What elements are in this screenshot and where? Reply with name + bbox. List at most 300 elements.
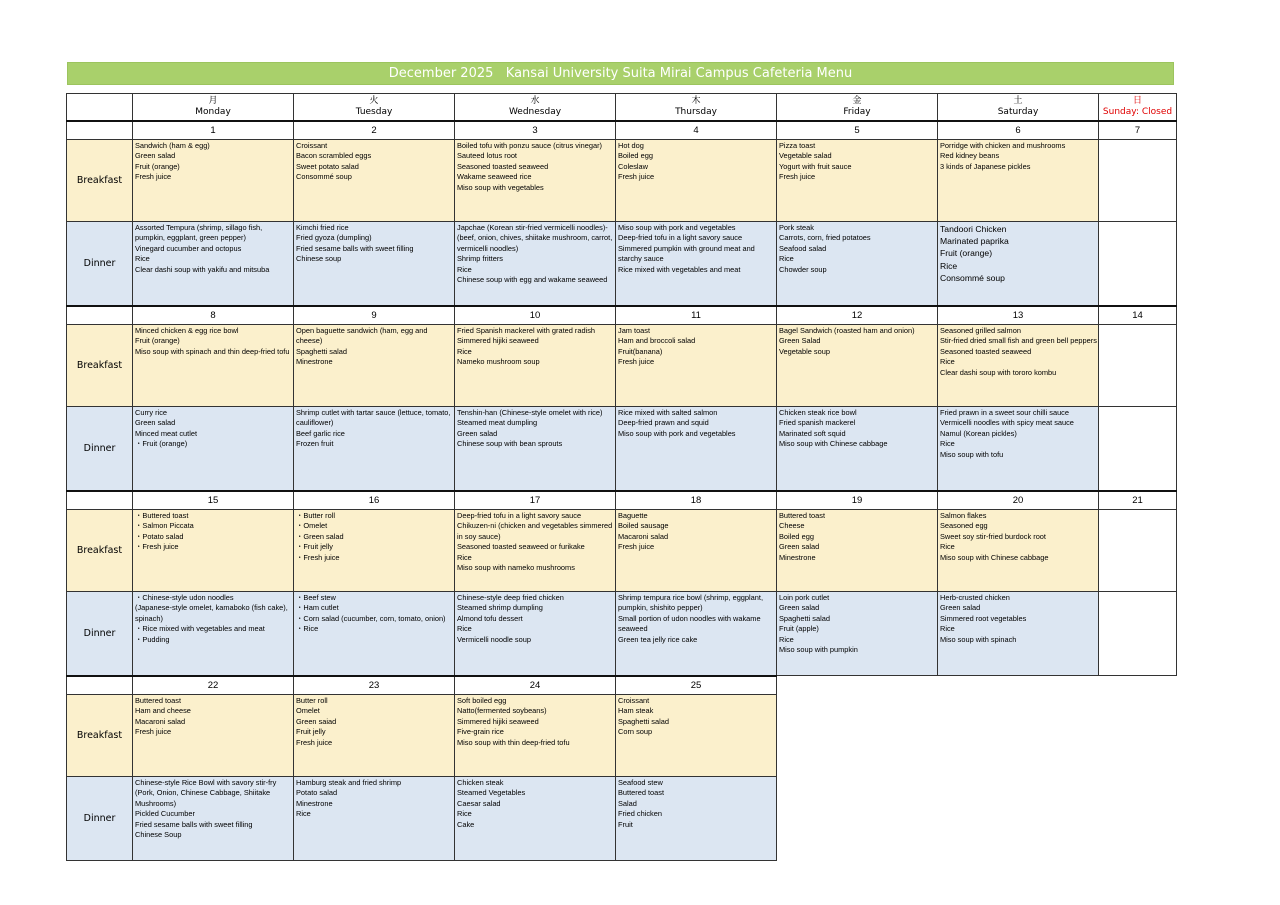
menu-item: Sauteed lotus root	[457, 151, 517, 161]
menu-item: Croissant	[296, 141, 328, 150]
day-en: Thursday	[675, 106, 717, 117]
menu-item: Seasoned egg	[940, 521, 988, 531]
menu-item: Sweet soy stir-fried burdock root	[940, 531, 1046, 541]
menu-item-list	[1099, 510, 1176, 511]
menu-item-list	[294, 695, 454, 748]
menu-item: Soft boiled egg	[457, 696, 507, 705]
menu-item-list	[294, 140, 454, 183]
menu-item: Rice	[457, 552, 472, 562]
menu-item-list	[777, 592, 937, 655]
menu-item: Fruit (orange)	[135, 336, 180, 346]
menu-item: Herb-crusted chicken	[940, 593, 1010, 602]
menu-item: Seasoned toasted seaweed or furikake	[457, 542, 585, 552]
menu-item: Fruit (orange)	[940, 248, 993, 259]
menu-item: Green salad	[135, 151, 176, 161]
date-number: 14	[1099, 306, 1177, 325]
dinner-menu-cell	[616, 222, 777, 306]
dinner-label: Dinner	[67, 222, 133, 306]
menu-item: Steamed Vegetables	[457, 788, 526, 798]
menu-item: Miso soup with Chinese cabbage	[779, 439, 888, 449]
menu-item: Miso soup with Chinese cabbage	[940, 552, 1049, 562]
date-number: 24	[455, 676, 616, 695]
menu-item: ・Buttered toast	[135, 511, 189, 520]
menu-item: Minestrone	[779, 552, 816, 562]
dinner-menu-cell	[1099, 222, 1177, 306]
menu-item: Salad	[618, 798, 637, 808]
date-number: 8	[133, 306, 294, 325]
date-row-label	[67, 306, 133, 325]
menu-item: Porridge with chicken and mushrooms	[940, 141, 1066, 150]
menu-item: ・Fruit jelly	[296, 542, 333, 552]
menu-item: Caesar salad	[457, 798, 501, 808]
menu-item: Spaghetti salad	[779, 613, 830, 623]
menu-item: Rice	[940, 439, 955, 449]
breakfast-menu-cell	[133, 140, 294, 222]
menu-item-list	[294, 407, 454, 450]
breakfast-menu-cell	[616, 140, 777, 222]
day-jp: 木	[691, 95, 701, 106]
menu-item: Omelet	[296, 706, 320, 716]
menu-item: Boiled egg	[618, 151, 653, 161]
date-number: 19	[777, 491, 938, 510]
menu-item: Green saiad	[296, 716, 337, 726]
menu-item: Simmered root vegetables	[940, 613, 1027, 623]
dinner-label: Dinner	[67, 407, 133, 491]
breakfast-menu-cell	[777, 325, 938, 407]
menu-item-list	[777, 325, 937, 357]
menu-item: Macaroni salad	[135, 716, 186, 726]
empty-cell	[938, 777, 1099, 861]
menu-item: Minced meat cutlet	[135, 428, 198, 438]
menu-item: ・Butter roll	[296, 511, 336, 520]
menu-item: Rice	[779, 634, 794, 644]
menu-item: Macaroni salad	[618, 531, 669, 541]
date-number: 9	[294, 306, 455, 325]
day-header-sunday	[1099, 94, 1177, 121]
date-number: 4	[616, 121, 777, 140]
menu-item: Ham and cheese	[135, 706, 191, 716]
dinner-menu-cell	[133, 407, 294, 491]
menu-item-list	[616, 695, 776, 738]
menu-item: Baguette	[618, 511, 648, 520]
date-number: 12	[777, 306, 938, 325]
menu-item: Fried spanish mackerel	[779, 418, 856, 428]
menu-item: Loin pork cutlet	[779, 593, 830, 602]
menu-item: Boiled tofu with ponzu sauce (citrus vinegar)	[457, 141, 603, 150]
menu-item: Fresh juice	[618, 357, 655, 367]
breakfast-menu-cell	[455, 510, 616, 592]
breakfast-label: Breakfast	[67, 510, 133, 592]
breakfast-menu-cell	[1099, 510, 1177, 592]
menu-item-list	[616, 777, 776, 830]
menu-item: Shrimp cutlet with tartar sauce (lettuce, tomato, cauliflower)	[296, 408, 451, 428]
menu-item: Seasoned grilled salmon	[940, 326, 1021, 335]
menu-item: Minestrone	[296, 798, 333, 808]
dinner-menu-cell	[616, 407, 777, 491]
menu-item: ・Fresh juice	[296, 552, 340, 562]
menu-item-list	[294, 592, 454, 635]
day-en: Friday	[843, 106, 871, 117]
day-en: Tuesday	[355, 106, 393, 117]
empty-cell	[1099, 676, 1177, 695]
menu-item: Frozen fruit	[296, 439, 334, 449]
menu-item-list	[777, 140, 937, 183]
day-en: Sunday: Closed	[1102, 106, 1173, 117]
menu-item: Fresh juice	[779, 172, 816, 182]
date-number: 16	[294, 491, 455, 510]
menu-item: Ham and broccoli salad	[618, 336, 696, 346]
menu-item: Chikuzen-ni (chicken and vegetables simmered in soy sauce)	[457, 521, 613, 541]
menu-item: Fresh juice	[135, 727, 172, 737]
day-en: Monday	[195, 106, 231, 117]
menu-item: Cheese	[779, 521, 805, 531]
menu-item-list	[938, 407, 1098, 460]
dinner-menu-cell	[777, 222, 938, 306]
day-en: Wednesday	[508, 106, 562, 117]
day-header-tuesday	[294, 94, 455, 121]
menu-item: Fruit(banana)	[618, 346, 663, 356]
menu-item: Marinated paprika	[940, 236, 1009, 247]
day-en: Saturday	[997, 106, 1039, 117]
menu-item: Miso soup with pork and vegetables	[618, 223, 736, 232]
menu-item: Spaghetti salad	[296, 346, 347, 356]
menu-item: Chinese-style Rice Bowl with savory stir-fry (Pork, Onion, Chinese Cabbage, Shiitake Mushrooms)	[135, 778, 277, 808]
menu-item-list	[938, 140, 1098, 172]
menu-item: Rice	[135, 254, 150, 264]
day-jp: 水	[530, 95, 540, 106]
dinner-menu-cell	[133, 592, 294, 676]
menu-item-list	[455, 407, 615, 450]
menu-item: Buttered toast	[135, 696, 182, 705]
dinner-menu-cell	[1099, 592, 1177, 676]
date-number: 3	[455, 121, 616, 140]
menu-item: Pickled Cucumber	[135, 809, 195, 819]
menu-item: Seasoned toasted seaweed	[940, 346, 1032, 356]
dinner-menu-cell	[455, 592, 616, 676]
menu-item: Rice	[940, 260, 958, 271]
date-row-label	[67, 491, 133, 510]
menu-item: Buttered toast	[779, 511, 826, 520]
menu-item: Fried sesame balls with sweet filling	[296, 243, 414, 253]
empty-cell	[938, 695, 1099, 777]
menu-item-list	[938, 592, 1098, 645]
breakfast-menu-cell	[1099, 325, 1177, 407]
menu-item: Deep-fried tofu in a light savory sauce	[457, 511, 582, 520]
menu-item: Red kidney beans	[940, 151, 1000, 161]
menu-item: Green salad	[135, 418, 176, 428]
breakfast-label: Breakfast	[67, 695, 133, 777]
menu-item: Spaghetti salad	[618, 716, 669, 726]
dinner-menu-cell	[455, 222, 616, 306]
menu-item: Open baguette sandwich (ham, egg and cheese)	[296, 326, 428, 346]
menu-item: ・Omelet	[296, 521, 328, 531]
menu-item-list	[938, 510, 1098, 563]
menu-item: ・Green salad	[296, 531, 344, 541]
date-number: 21	[1099, 491, 1177, 510]
menu-item: Seafood stew	[618, 778, 663, 787]
date-number: 6	[938, 121, 1099, 140]
menu-item: Fried sesame balls with sweet filling	[135, 819, 253, 829]
menu-item: Rice	[940, 624, 955, 634]
menu-item-list	[616, 510, 776, 553]
menu-item: Clear dashi soup with yakifu and mitsuba	[135, 264, 270, 274]
menu-item: Nameko mushroom soup	[457, 357, 540, 367]
dinner-menu-cell	[777, 592, 938, 676]
breakfast-menu-cell	[938, 140, 1099, 222]
menu-item-list	[133, 407, 293, 450]
breakfast-menu-cell	[133, 510, 294, 592]
menu-item-list	[455, 592, 615, 645]
menu-item: Stir-fried dried small fish and green bell peppers	[940, 336, 1097, 346]
dinner-row	[67, 222, 1177, 306]
dinner-menu-cell	[455, 407, 616, 491]
menu-item: Miso soup with thin deep-fried tofu	[457, 737, 570, 747]
date-number: 7	[1099, 121, 1177, 140]
menu-item: Steamed meat dumpling	[457, 418, 538, 428]
dinner-menu-cell	[455, 777, 616, 861]
breakfast-menu-cell	[294, 510, 455, 592]
dinner-menu-cell	[777, 407, 938, 491]
menu-item-list	[616, 325, 776, 368]
day-header-friday	[777, 94, 938, 121]
dinner-row	[67, 407, 1177, 491]
menu-item: Miso soup with spinach	[940, 634, 1017, 644]
menu-item: ・Rice mixed with vegetables and meat	[135, 624, 265, 634]
menu-item: Hamburg steak and fried shrimp	[296, 778, 402, 787]
menu-item: Fried prawn in a sweet sour chilli sauce	[940, 408, 1069, 417]
menu-item: Rice	[457, 624, 472, 634]
menu-item: Fresh juice	[296, 737, 333, 747]
menu-item: Minestrone	[296, 357, 333, 367]
empty-cell	[777, 676, 938, 695]
menu-item: Steamed shrimp dumpling	[457, 603, 543, 613]
menu-item-list	[294, 222, 454, 265]
breakfast-menu-cell	[616, 695, 777, 777]
breakfast-menu-cell	[616, 510, 777, 592]
menu-item-list	[1099, 140, 1176, 141]
menu-item: Shrimp fritters	[457, 254, 503, 264]
day-header-thursday	[616, 94, 777, 121]
menu-item: Chowder soup	[779, 264, 827, 274]
menu-item: Pork steak	[779, 223, 814, 232]
menu-item: Fried chicken	[618, 809, 662, 819]
menu-item: Green salad	[457, 428, 498, 438]
dinner-menu-cell	[616, 592, 777, 676]
menu-item: Chicken steak rice bowl	[779, 408, 857, 417]
menu-item-list	[133, 592, 293, 645]
menu-item: Wakame seaweed rice	[457, 172, 532, 182]
menu-item: Chinese Soup	[135, 830, 182, 840]
menu-item: Kimchi fried rice	[296, 223, 349, 232]
menu-item: Chinese soup	[296, 254, 342, 264]
dinner-menu-cell	[133, 222, 294, 306]
menu-item: Sandwich (ham & egg)	[135, 141, 210, 150]
menu-item: Tandoori Chicken	[940, 224, 1007, 234]
weekday-header-row	[67, 94, 1177, 121]
menu-item: 3 kinds of Japanese pickles	[940, 161, 1031, 171]
menu-item: Rice	[457, 346, 472, 356]
menu-item: Rice	[457, 809, 472, 819]
menu-item: ・Beef stew	[296, 593, 336, 602]
menu-item: Pizza toast	[779, 141, 816, 150]
menu-item: Green tea jelly rice cake	[618, 634, 698, 644]
breakfast-menu-cell	[133, 325, 294, 407]
breakfast-row	[67, 325, 1177, 407]
menu-item: Salmon flakes	[940, 511, 987, 520]
date-number: 11	[616, 306, 777, 325]
breakfast-row	[67, 140, 1177, 222]
menu-item: Deep-fried prawn and squid	[618, 418, 709, 428]
day-jp: 金	[852, 95, 862, 106]
menu-item-list	[616, 592, 776, 645]
menu-item: Potato salad	[296, 788, 338, 798]
menu-item: Fruit	[618, 819, 633, 829]
menu-item: Namul (Korean pickles)	[940, 428, 1017, 438]
menu-item: Miso soup with nameko mushrooms	[457, 563, 575, 573]
empty-cell	[1099, 695, 1177, 777]
menu-item: ・Potato salad	[135, 531, 184, 541]
menu-item: Miso soup with pumpkin	[779, 645, 858, 655]
menu-item-list	[294, 510, 454, 563]
dinner-menu-cell	[938, 592, 1099, 676]
menu-calendar-table	[66, 93, 1177, 861]
dinner-menu-cell	[294, 222, 455, 306]
day-jp: 日	[1132, 95, 1142, 106]
breakfast-menu-cell	[455, 325, 616, 407]
menu-item: Fruit (apple)	[779, 624, 819, 634]
menu-item-list	[938, 222, 1098, 284]
menu-item: Croissant	[618, 696, 650, 705]
menu-item: Jam toast	[618, 326, 651, 335]
menu-item: Fresh juice	[618, 172, 655, 182]
menu-item-list	[616, 222, 776, 275]
menu-item: Minced chicken & egg rice bowl	[135, 326, 239, 335]
dinner-label: Dinner	[67, 777, 133, 861]
menu-item-list	[1099, 325, 1176, 326]
menu-item: Rice	[940, 357, 955, 367]
menu-item-list	[294, 777, 454, 820]
menu-item: Ham steak	[618, 706, 654, 716]
menu-item: (Japanese-style omelet, kamaboko (fish cake), spinach)	[135, 603, 288, 623]
menu-item: Miso soup with spinach and thin deep-fried tofu	[135, 346, 290, 356]
date-number: 15	[133, 491, 294, 510]
menu-item-list	[133, 140, 293, 183]
menu-item: Fruit (orange)	[135, 161, 180, 171]
date-number: 18	[616, 491, 777, 510]
dinner-row	[67, 777, 1177, 861]
menu-item-list	[455, 325, 615, 368]
menu-item: Small portion of udon noodles with wakame seaweed	[618, 613, 761, 634]
date-row-label	[67, 676, 133, 695]
menu-item: Consommé soup	[940, 272, 1005, 283]
menu-item: Yogurt with fruit sauce	[779, 161, 852, 171]
menu-item: Marinated soft squid	[779, 428, 846, 438]
menu-item: Fruit jelly	[296, 727, 326, 737]
menu-item-list	[455, 510, 615, 573]
day-jp: 月	[208, 95, 218, 106]
menu-item: Rice	[940, 542, 955, 552]
breakfast-menu-cell	[938, 325, 1099, 407]
breakfast-row	[67, 695, 1177, 777]
menu-item: Rice	[296, 809, 311, 819]
menu-item: Fried Spanish mackerel with grated radish	[457, 326, 596, 335]
day-header-wednesday	[455, 94, 616, 121]
menu-item-list	[133, 510, 293, 553]
breakfast-menu-cell	[294, 325, 455, 407]
date-row	[67, 676, 1177, 695]
dinner-menu-cell	[938, 222, 1099, 306]
menu-item: Corn soup	[618, 727, 653, 737]
dinner-row	[67, 592, 1177, 676]
menu-item-list	[1099, 407, 1176, 408]
menu-item: Miso soup with pork and vegetables	[618, 428, 736, 438]
menu-item: Bacon scrambled eggs	[296, 151, 372, 161]
date-number: 1	[133, 121, 294, 140]
menu-item-list	[455, 140, 615, 193]
menu-item: Assorted Tempura (shrimp, sillago fish, pumpkin, eggplant, green pepper)	[135, 223, 263, 243]
menu-item: Miso soup with vegetables	[457, 182, 544, 192]
menu-item: ・Rice	[296, 624, 319, 634]
menu-item: Carrots, corn, fried potatoes	[779, 233, 871, 243]
menu-item: Boiled egg	[779, 531, 814, 541]
breakfast-menu-cell	[455, 140, 616, 222]
breakfast-menu-cell	[455, 695, 616, 777]
date-row	[67, 121, 1177, 140]
menu-item-list	[133, 777, 293, 840]
breakfast-menu-cell	[1099, 140, 1177, 222]
menu-item: Green salad	[779, 603, 820, 613]
menu-item: Five-grain rice	[457, 727, 504, 737]
menu-item: Sweet potato salad	[296, 161, 359, 171]
menu-item: Green Salad	[779, 336, 821, 346]
date-row-label	[67, 121, 133, 140]
menu-item: Seasoned toasted seaweed	[457, 161, 549, 171]
menu-item: Miso soup with tofu	[940, 449, 1004, 459]
menu-item: Vermicelli noodles with spicy meat sauce	[940, 418, 1074, 428]
menu-item-list	[455, 777, 615, 830]
date-number: 20	[938, 491, 1099, 510]
menu-item-list	[1099, 222, 1176, 223]
menu-item-list	[1099, 592, 1176, 593]
menu-item: Coleslaw	[618, 161, 648, 171]
menu-item: Butter roll	[296, 696, 328, 705]
day-jp: 土	[1013, 95, 1023, 106]
dinner-label: Dinner	[67, 592, 133, 676]
empty-cell	[1099, 777, 1177, 861]
date-number: 23	[294, 676, 455, 695]
menu-item: ・Fruit (orange)	[135, 439, 188, 449]
menu-item: Boiled sausage	[618, 521, 669, 531]
menu-item: Almond tofu dessert	[457, 613, 523, 623]
menu-item: Consommé soup	[296, 172, 352, 182]
day-header-saturday	[938, 94, 1099, 121]
menu-item: Hot dog	[618, 141, 644, 150]
menu-item: Seafood salad	[779, 243, 827, 253]
menu-item: ・Pudding	[135, 634, 170, 644]
menu-item: Cake	[457, 819, 475, 829]
empty-cell	[938, 676, 1099, 695]
date-number: 25	[616, 676, 777, 695]
menu-item: Beef garlic rice	[296, 428, 345, 438]
day-header-monday	[133, 94, 294, 121]
date-row	[67, 491, 1177, 510]
menu-item: Chinese soup with bean sprouts	[457, 439, 563, 449]
menu-item: Natto(fermented soybeans)	[457, 706, 547, 716]
menu-title-banner: December 2025 Kansai University Suita Mirai Campus Cafeteria Menu	[67, 62, 1174, 85]
menu-item: ・Fresh juice	[135, 542, 179, 552]
date-number: 5	[777, 121, 938, 140]
menu-item: Curry rice	[135, 408, 168, 417]
